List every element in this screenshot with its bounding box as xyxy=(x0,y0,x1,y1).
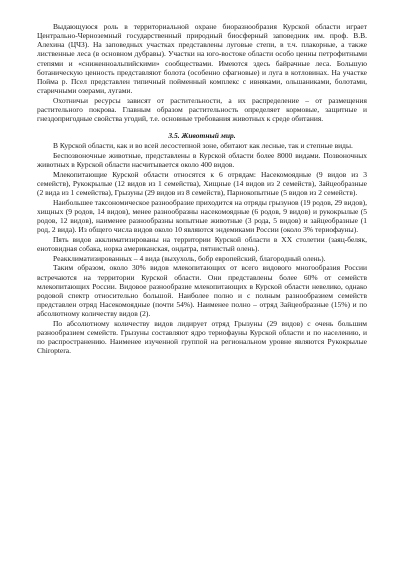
paragraph-hunting-resources: Охотничьи ресурсы зависят от растительности, а их распределение – от размещения растительного покрова. Главным образом растительность определяет кормовые, защитные и гнездопригодные свойства угодий, т.е. основные требования животных к среде обитания. xyxy=(37,95,367,124)
document-page xyxy=(37,22,367,355)
paragraph-mammal-orders: Млекопитающие Курской области относятся к 6 отрядам: Насекомоядные (9 видов из 3 семейств), Рукокрылые (12 видов из 1 семейства), Хищные (14 видов из 2 семейств), Зайцеобразные (2 вида из 1 семейства), Грызуны (29 видов из 8 семейств), Парнокопытные (5 видов из 2 семейств). xyxy=(37,169,367,198)
paragraph-summary: Таким образом, около 30% видов млекопитающих от всего видового многообразия России встречаются на территории Курской области. Они представлены более 60% от семейств млекопитающих России. Видовое разнообразие млекопитающих в Курской области невелико, однако родовой спектр относительно большой. Наиболее полно и с полным разнообразием семейств представлен отряд Насекомоядные (почти 54%). Наименее полно – отряд Зайцеобразные (15%) и по абсолютному количеству видов (2). xyxy=(37,263,367,319)
paragraph-rodents: По абсолютному количеству видов лидирует отряд Грызуны (29 видов) с очень большим разнообразием семейств. Грызуны составляют ядро териофауны Курской области и по населению, и по распространению. Наименее изученной группой на региональном уровне являются Рукокрылые Chiroptera. xyxy=(37,318,367,356)
paragraph-taxonomic-diversity: Наибольшее таксономическое разнообразие приходится на отряды грызунов (19 родов, 29 видов), хищных (9 родов, 14 видов), менее разнообразны насекомоядные (6 родов, 9 видов) и рукокрылые (5 родов, 12 видов), наименее разнообразны копытные животные (3 рода, 5 видов) и зайцеобразные (1 род, 2 вида). Из общего числа видов около 10 являются эндемиками России (около 3% териофауны). xyxy=(37,197,367,235)
paragraph-nature-reserve: Выдающуюся роль в территориальной охране биоразнообразия Курской области играет Центрально-Черноземный государственный природный биосферный заповедник им. проф. В.В. Алехина (ЦЧЗ). На заповедных участках представлены луговые степи, в т.ч. плакорные, а также лиственные леса (в основном дубравы). Участки на юго-востоке области особо ценны петрофитными степями и «сниженноальпийскими» сообществами. Имеются здесь байрачные леса. Большую ботаническую ценность представляют болота (особенно сфагновые) и луга в котловинах. На участке Пойма р. Псел представлен типичный пойменный комплекс с ивняками, ольшаниками, болотами, старичными озерами, лугами. xyxy=(37,22,367,96)
section-heading: 3.5. Животный мир. xyxy=(168,131,236,141)
paragraph-forest-steppe: В Курской области, как и во всей лесостепной зоне, обитают как лесные, так и степные виды. xyxy=(53,141,353,151)
paragraph-reacclimatized: Реакклиматизированных – 4 вида (выхухоль, бобр европейский, благородный олень). xyxy=(53,253,326,263)
paragraph-acclimatized: Пять видов акклиматизированы на территории Курской области в XX столетии (заяц-беляк, енотовидная собака, норка американская, ондатра, пятнистый олень). xyxy=(37,234,367,254)
paragraph-invertebrates: Беспозвоночные животные, представлены в Курской области более 8000 видами. Позвоночных животных в Курской области насчитывается около 400 видов. xyxy=(37,151,367,170)
